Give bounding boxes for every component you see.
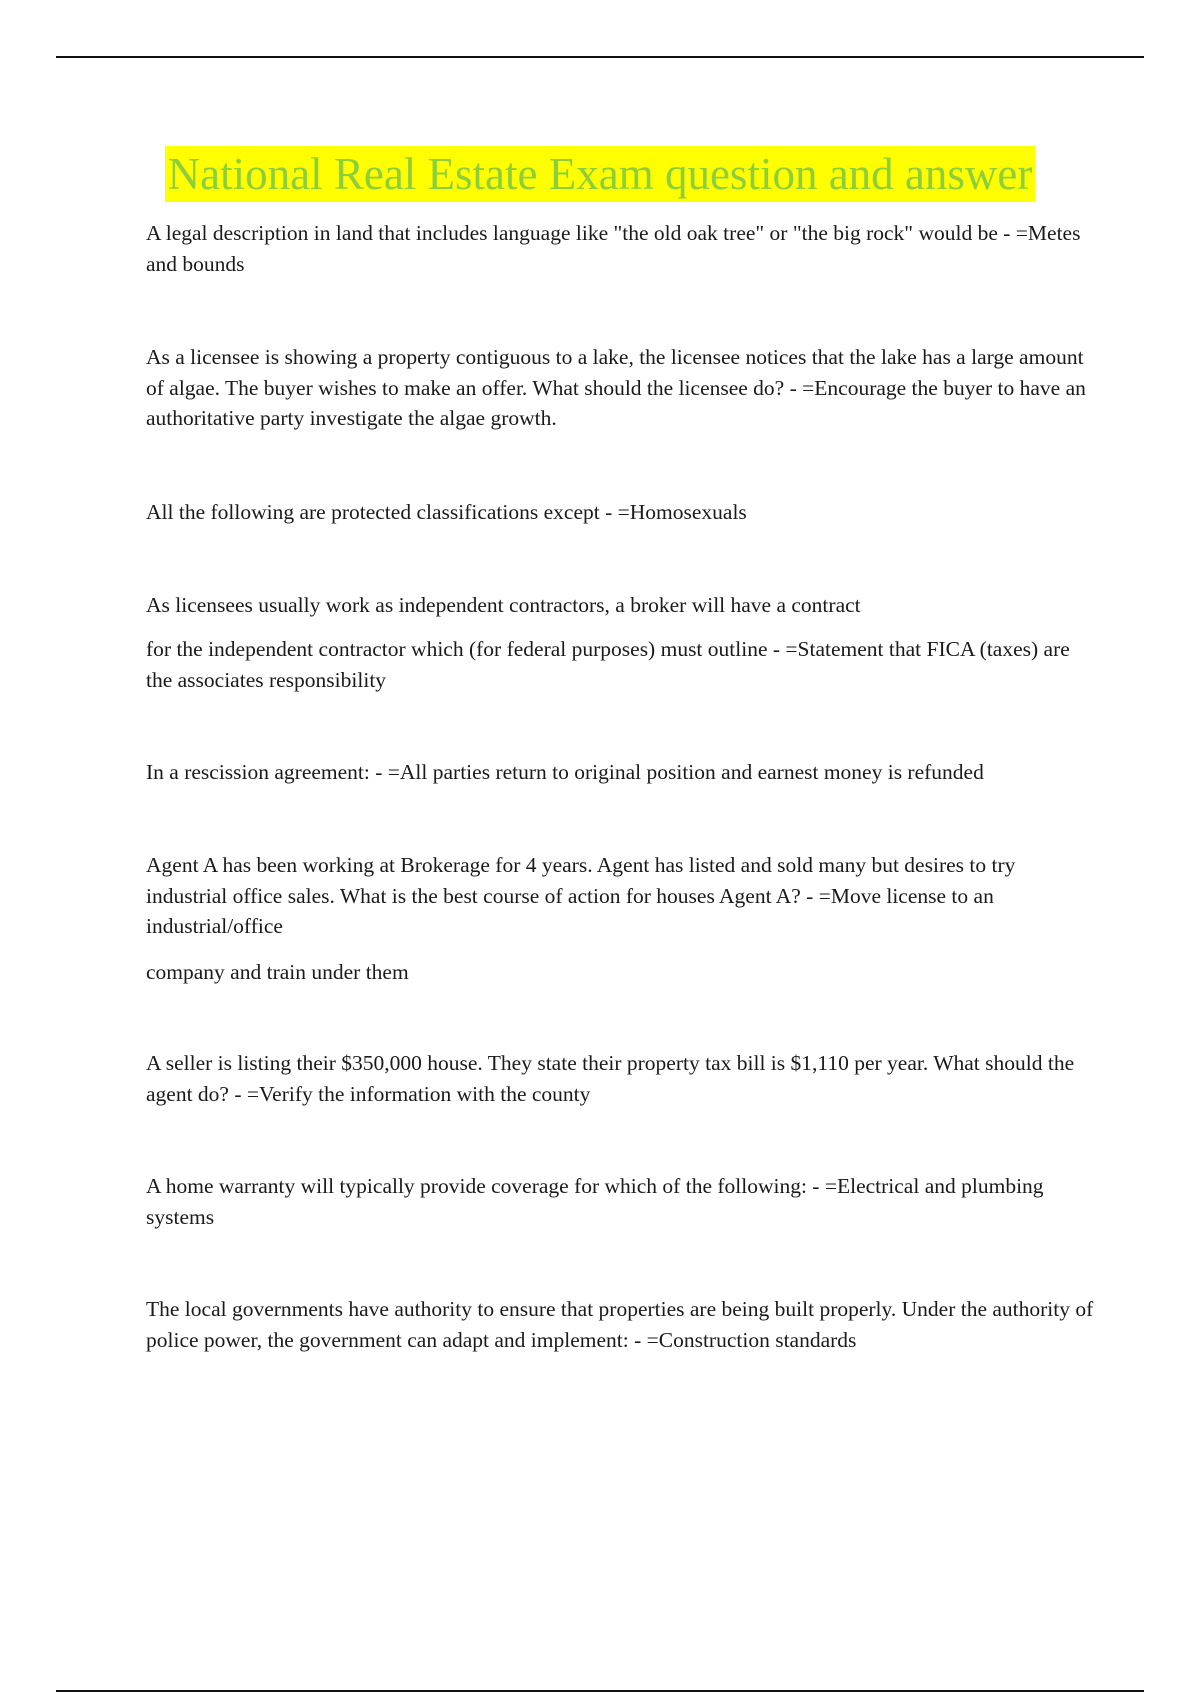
qa-paragraph-6b: company and train under them	[146, 960, 409, 984]
qa-paragraph-1: A legal description in land that includes language like "the old oak tree" or "the big rock" would be - =Metes and bounds	[146, 221, 1081, 276]
title-container	[0, 146, 1200, 202]
qa-paragraph-2: As a licensee is showing a property contiguous to a lake, the licensee notices that the lake has a large amount of algae. The buyer wishes to make an offer. What should the licensee do? - =Encourage the buyer to have an authoritative party investigate the algae growth.	[146, 345, 1086, 430]
qa-paragraph-9: The local governments have authority to ensure that properties are being built properly. Under the authority of police power, the government can adapt and implement: - =Construction standards	[146, 1297, 1094, 1352]
bottom-rule	[56, 1690, 1144, 1692]
qa-paragraph-8: A home warranty will typically provide coverage for which of the following: - =Electrical and plumbing systems	[146, 1174, 1044, 1229]
qa-paragraph-4a: As licensees usually work as independent contractors, a broker will have a contract	[146, 593, 861, 617]
qa-paragraph-7: A seller is listing their $350,000 house. They state their property tax bill is $1,110 per year. What should the agent do? - =Verify the information with the county	[146, 1051, 1075, 1106]
page-title: National Real Estate Exam question and answer	[165, 146, 1036, 202]
qa-paragraph-3: All the following are protected classifications except - =Homosexuals	[146, 500, 747, 524]
qa-paragraph-6a: Agent A has been working at Brokerage for 4 years. Agent has listed and sold many but desires to try industrial office sales. What is the best course of action for houses Agent A? - =Move license to an industrial/office	[146, 853, 1016, 938]
qa-paragraph-4b: for the independent contractor which (for federal purposes) must outline - =Statement that FICA (taxes) are the associates responsibility	[146, 637, 1070, 692]
top-rule	[56, 56, 1144, 58]
qa-paragraph-5: In a rescission agreement: - =All parties return to original position and earnest money is refunded	[146, 760, 984, 784]
